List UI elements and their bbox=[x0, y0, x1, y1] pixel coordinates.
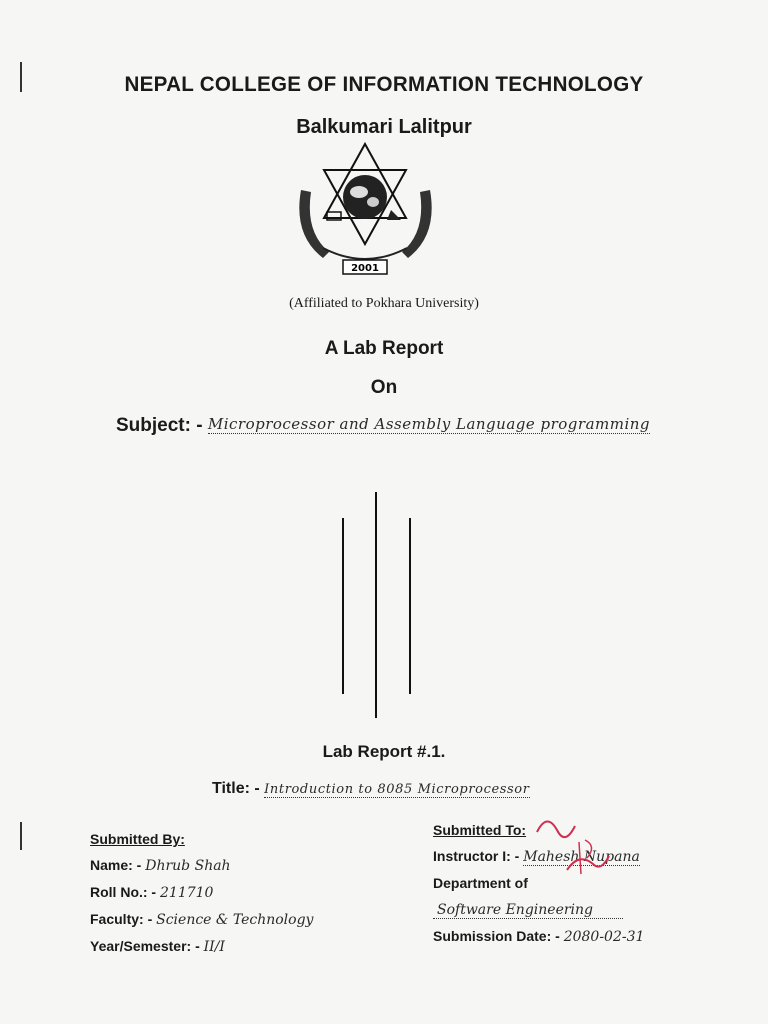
college-logo bbox=[283, 140, 448, 280]
divider-line bbox=[409, 518, 411, 694]
faculty-value: Science & Technology bbox=[156, 912, 314, 928]
department-label: Department of bbox=[433, 875, 528, 891]
title-label: Title: - bbox=[212, 780, 265, 797]
report-on: On bbox=[370, 377, 398, 398]
instructor-value: Mahesh Nupana bbox=[523, 849, 640, 865]
scan-mark bbox=[20, 822, 22, 850]
submitted-by-heading: Submitted By: bbox=[90, 831, 185, 847]
roll-value: 211710 bbox=[160, 885, 214, 901]
college-location: Balkumari Lalitpur bbox=[296, 116, 472, 138]
affiliation: (Affiliated to Pokhara University) bbox=[289, 296, 479, 311]
date-value: 2080-02-31 bbox=[563, 929, 645, 945]
instructor-label: Instructor I: - bbox=[433, 848, 524, 864]
divider-line bbox=[375, 492, 377, 718]
title-value: Introduction to 8085 Microprocessor bbox=[264, 782, 530, 797]
subject-label: Subject: - bbox=[116, 415, 208, 436]
submitted-by-block bbox=[90, 826, 313, 960]
department-value: Software Engineering bbox=[433, 902, 623, 919]
roll-label: Roll No.: - bbox=[90, 884, 160, 900]
college-name: NEPAL COLLEGE OF INFORMATION TECHNOLOGY bbox=[124, 73, 644, 96]
name-label: Name: - bbox=[90, 857, 146, 873]
faculty-label: Faculty: - bbox=[90, 911, 157, 927]
subject-line bbox=[116, 415, 650, 437]
subject-value: Microprocessor and Assembly Language programming bbox=[207, 415, 651, 433]
name-value: Dhrub Shah bbox=[145, 858, 231, 874]
year-label: Year/Semester: - bbox=[90, 938, 204, 954]
signature-mark bbox=[527, 812, 627, 882]
divider-line bbox=[342, 518, 344, 694]
report-heading: A Lab Report bbox=[324, 338, 444, 359]
lab-report-number: Lab Report #.1. bbox=[322, 742, 446, 761]
year-value: II/I bbox=[203, 939, 225, 955]
date-label: Submission Date: - bbox=[433, 928, 564, 944]
submitted-to-heading: Submitted To: bbox=[433, 822, 527, 838]
logo-year: 2001 bbox=[351, 263, 379, 274]
title-line bbox=[212, 780, 530, 798]
